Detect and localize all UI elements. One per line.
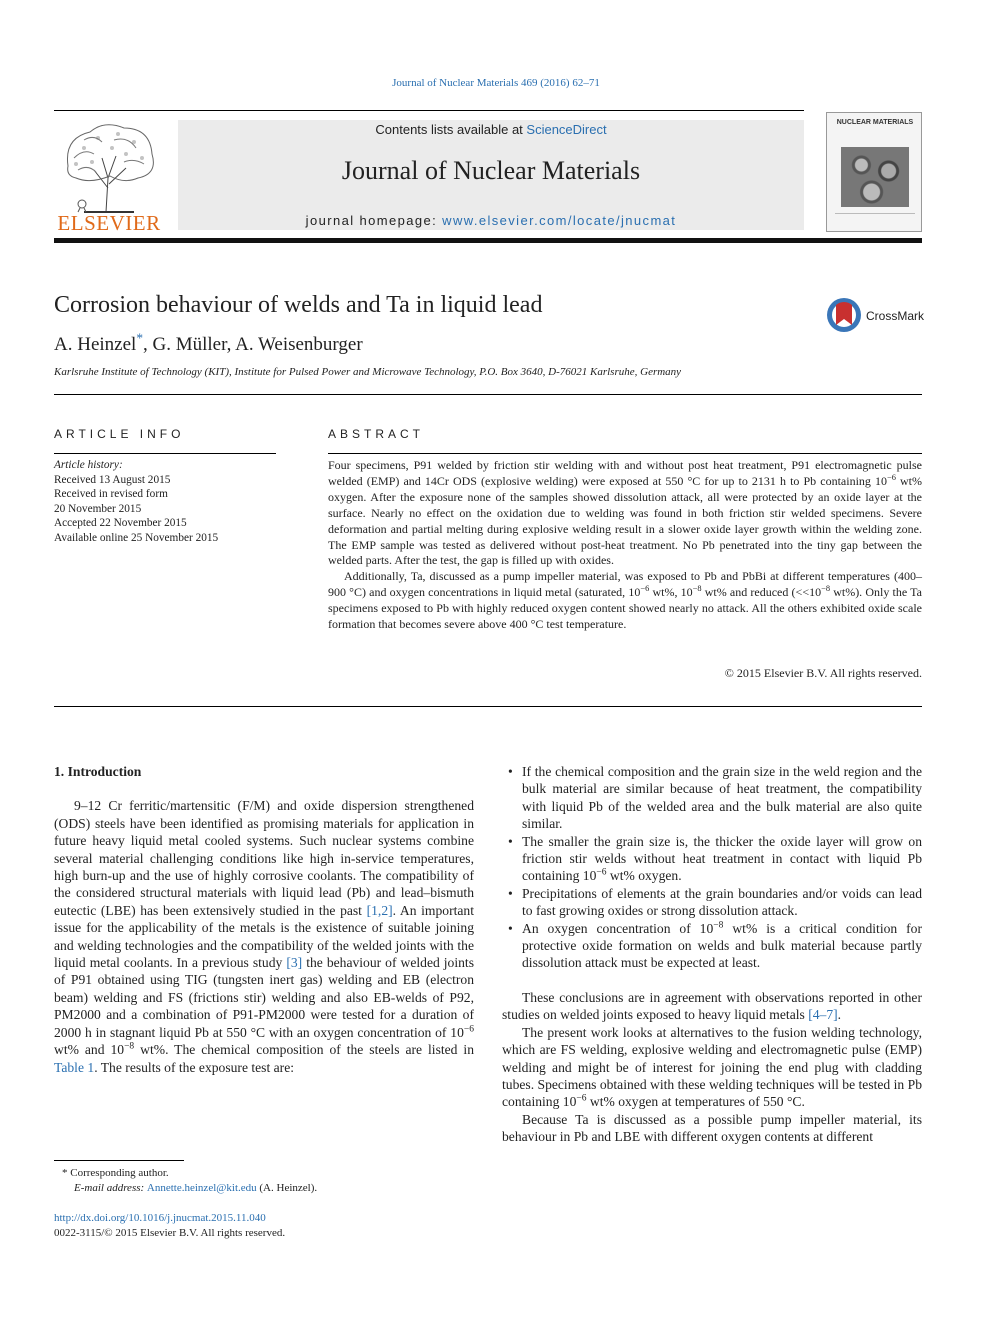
issn-line: 0022-3115/© 2015 Elsevier B.V. All rights reserved. xyxy=(54,1227,286,1239)
header-rule xyxy=(54,110,804,111)
history-item: Received in revised form xyxy=(54,488,168,500)
reference-link[interactable]: [1,2] xyxy=(366,902,393,918)
abstract-heading: ABSTRACT xyxy=(328,427,425,441)
elsevier-wordmark: ELSEVIER xyxy=(57,211,161,235)
article-info-heading: ARTICLE INFO xyxy=(54,427,185,441)
results-list xyxy=(502,763,922,972)
email-link[interactable]: Annette.heinzel@kit.edu xyxy=(146,1182,257,1194)
body-paragraph: Because Ta is discussed as a possible pump impeller material, its behaviour in Pb and LBE with different oxygen contents at different xyxy=(502,1111,922,1145)
cover-title: NUCLEAR MATERIALS xyxy=(836,119,914,126)
elsevier-logo[interactable] xyxy=(54,118,164,236)
corresponding-footnote: * Corresponding author. E-mail address: Annette.heinzel@kit.edu (A. Heinzel). xyxy=(62,1167,318,1194)
body-paragraph: The present work looks at alternatives to the fusion welding technology, which are FS welding, explosive welding and electromagnetic pulse (EMP) welding and might be of interest for joining the end plug with cladding tubes. Specimens obtained with these welding techniques will be tested in Pb containing $10^{-6}$ wt% oxygen at temperatures of 550 °C. xyxy=(502,1024,922,1110)
section-heading: 1. Introduction xyxy=(54,764,142,779)
journal-title: Journal of Nuclear Materials xyxy=(341,156,641,185)
table-link[interactable]: Table 1 xyxy=(54,1059,95,1075)
article-title: Corrosion behaviour of welds and Ta in liquid lead xyxy=(54,292,543,318)
cover-image xyxy=(841,147,909,207)
affiliation: Karlsruhe Institute of Technology (KIT), Institute for Pulsed Power and Microwave Technology, P.O. Box 3640, D-76021 Karlsruhe, Germany xyxy=(54,366,682,378)
abstract-copyright: © 2015 Elsevier B.V. All rights reserved. xyxy=(724,666,922,680)
abstract-rule xyxy=(328,453,922,454)
doi-block xyxy=(54,1211,285,1241)
journal-cover[interactable] xyxy=(826,112,922,232)
list-item: • An oxygen concentration of $10^{-8}$ wt% is a critical condition for protective oxide formation on welds and bulk material because partly dissolution attack must be expected at least. xyxy=(502,920,922,972)
author-name[interactable]: A. Heinzel xyxy=(54,334,137,355)
contents-line xyxy=(178,122,804,137)
journal-citation[interactable]: Journal of Nuclear Materials 469 (2016) 62–71 xyxy=(392,77,600,89)
crossmark-badge[interactable] xyxy=(826,297,926,333)
history-item: Received 13 August 2015 xyxy=(54,473,171,486)
title-rule xyxy=(54,394,922,395)
journal-homepage xyxy=(178,213,804,228)
email-label: E-mail address: xyxy=(74,1182,147,1194)
history-item: 20 November 2015 xyxy=(54,502,142,515)
article-history xyxy=(54,458,284,545)
body-paragraph: These conclusions are in agreement with observations reported in other studies on welded joints exposed to heavy liquid metals [4–7]. xyxy=(502,989,922,1023)
abstract-bottom-rule xyxy=(54,706,922,707)
abstract-paragraph: Additionally, Ta, discussed as a pump impeller material, was exposed to Pb and PbBi at different temperatures (400–900 °C) and oxygen concentrations in liquid metal (saturated, $10^{-6}$ wt%, $10^{-8}$ wt% and reduced ($<<10^{-8}$ wt%). Only the Ta specimens exposed to Pb with highly reduced oxygen content showed nearly no attack. All the others exhibited oxide scale formation that becomes severe above 400 °C test temperature. xyxy=(328,569,922,632)
elsevier-tree-icon xyxy=(54,118,164,214)
doi-link[interactable]: http://dx.doi.org/10.1016/j.jnucmat.2015.11.040 xyxy=(54,1212,266,1224)
list-item: • If the chemical composition and the grain size in the weld region and the bulk material are similar because of heat treatment, the compatibility with liquid Pb of the welded area and the bulk material are also quite similar. xyxy=(502,763,922,833)
contents-prefix: Contents lists available at xyxy=(375,122,527,137)
reference-link[interactable]: [3] xyxy=(286,955,303,971)
crossmark-icon xyxy=(826,297,926,333)
footnote-rule xyxy=(54,1160,184,1161)
history-item: Accepted 22 November 2015 xyxy=(54,517,187,529)
author-list xyxy=(54,330,363,356)
footnote-mark: * xyxy=(62,1167,68,1179)
body-left-column xyxy=(54,763,474,1076)
body-right-column xyxy=(502,763,922,1146)
abstract-paragraph: Four specimens, P91 welded by friction stir welding with and without post heat treatment, P91 electromagnetic pulse welded (EMP) and 14Cr ODS (explosive welding) were exposed at 550 °C for up to 2131 h to Pb containing $10^{-6}$ wt% oxygen. After the exposure none of the samples showed dissolution attack, all were protected by an oxide layer at the surface. Nearly no effect on the oxidation due to welding was found in both friction stir welded specimens. Severe deformation and partial melting during explosive welding result in a slower oxide layer growth within the welding zone. The EMP sample was tested as delivered without post-heat treatment. No Pb penetrated into the tiny gap between the welded parts. After the test, the gap is filled up with oxides. xyxy=(328,458,922,568)
masthead-rule xyxy=(54,238,922,243)
homepage-link[interactable]: www.elsevier.com/locate/jnucmat xyxy=(442,213,677,228)
list-item: • The smaller the grain size is, the thicker the oxide layer will grow on friction stir welds without heat treatment in contact with liquid Pb containing $10^{-6}$ wt% oxygen. xyxy=(502,833,922,885)
author-names[interactable]: , G. Müller, A. Weisenburger xyxy=(142,334,363,355)
history-label: Article history: xyxy=(54,459,123,471)
body-paragraph: 9–12 Cr ferritic/martensitic (F/M) and oxide dispersion strengthened (ODS) steels have been identified as promising materials for application in future heavy liquid metal cooled systems. Such nuclear systems combine several material challenging conditions like high in-service temperatures, high burn-up and the use of highly corrosive coolants. The compatibility of the considered structural materials with liquid lead (Pb) and lead–bismuth eutectic (LBE) has been extensively studied in the past [1,2]. An important issue for the applicability of the metals is the existence of suitable joining and welding technologies and the compatibility of the welded joints with the liquid metal coolants. In a previous study [3] the behaviour of welded joints of P91 obtained using TIG (tungsten inert gas) welding and EB (electron beam) welding and FS (frictions stir) welding and also EB-welds of P92, PM2000 and a combination of P91-PM2000 were tested for a duration of 2000 h in stagnant liquid Pb at 550 °C with an oxygen concentration of $10^{-6}$ wt% and $10^{-8}$ wt%. The chemical composition of the steels are listed in Table 1. The results of the exposure test are: xyxy=(54,798,474,1075)
sciencedirect-link[interactable]: ScienceDirect xyxy=(526,122,607,137)
cover-footer xyxy=(835,213,915,225)
history-item: Available online 25 November 2015 xyxy=(54,531,219,544)
reference-link[interactable]: [4–7] xyxy=(808,1007,838,1023)
article-info-rule xyxy=(54,453,276,454)
crossmark-label: CrossMark xyxy=(866,309,925,323)
list-item: • Precipitations of elements at the grain boundaries and/or voids can lead to fast growing oxides or strong dissolution attack. xyxy=(502,885,922,920)
corresponding-author-mark[interactable]: * xyxy=(136,330,143,346)
abstract-body xyxy=(328,458,922,633)
homepage-prefix: journal homepage: xyxy=(305,213,443,228)
